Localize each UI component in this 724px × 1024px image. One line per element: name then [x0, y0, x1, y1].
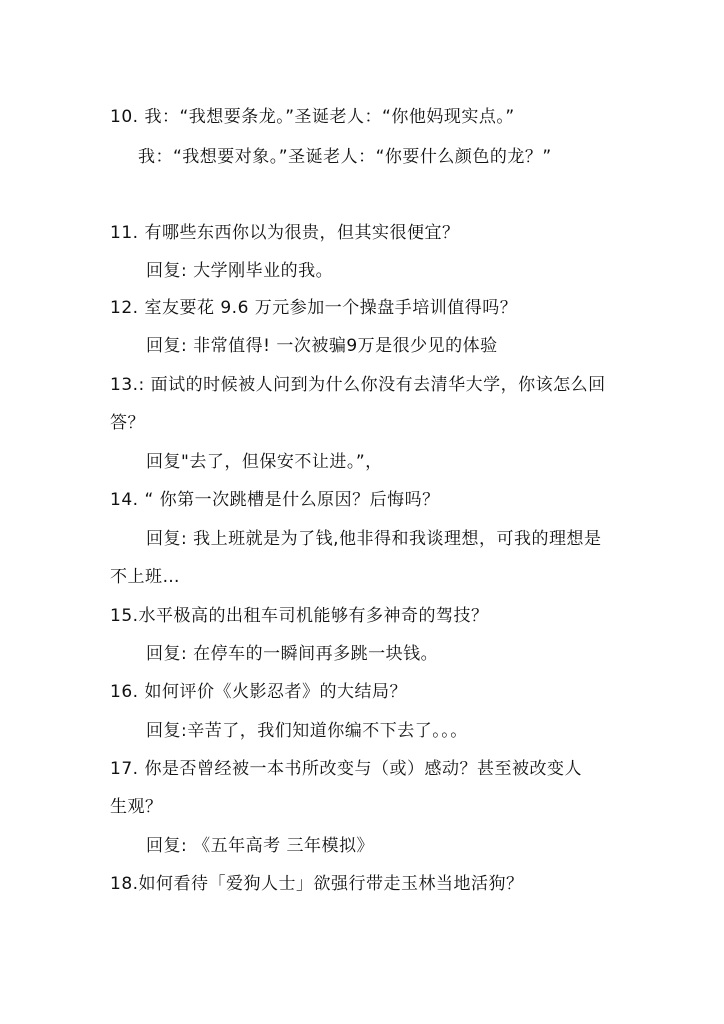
text-line-a14-continued: 不上班… [110, 567, 180, 587]
text-line-q17-continued: 生观？ [110, 797, 163, 817]
text-line-a16: 回复:辛苦了，我们知道你编不下去了。。。 [146, 721, 468, 741]
text-line-q16: 16. 如何评价《火影忍者》的大结局？ [110, 682, 407, 702]
text-line-q10-continued: 我：“我想要对象。”圣诞老人：“你要什么颜色的龙？” [138, 147, 552, 167]
text-line-a11: 回复: 大学刚毕业的我。 [146, 261, 334, 281]
text-line-q15: 15.水平极高的出租车司机能够有多神奇的驾技？ [110, 606, 489, 626]
text-line-a12: 回复: 非常值得! 一次被骗9万是很少见的体验 [146, 336, 498, 356]
text-line-q13: 13.: 面试的时候被人问到为什么你没有去清华大学，你该怎么回 [110, 375, 606, 395]
text-line-a15: 回复: 在停车的一瞬间再多跳一块钱。 [146, 644, 439, 664]
text-line-a13: 回复"去了，但保安不让进。”， [146, 452, 383, 472]
text-line-q18: 18.如何看待「爱狗人士」欲强行带走玉林当地活狗？ [110, 874, 524, 894]
text-line-q11: 11. 有哪些东西你以为很贵，但其实很便宜？ [110, 223, 460, 243]
text-line-q12: 12. 室友要花 9.6 万元参加一个操盘手培训值得吗？ [110, 298, 518, 318]
text-line-a17: 回复: 《五年高考 三年模拟》 [146, 836, 375, 856]
text-line-q17: 17. 你是否曾经被一本书所改变与（或）感动？甚至被改变人 [110, 759, 582, 779]
text-line-q10: 10. 我：“我想要条龙。”圣诞老人：“你他妈现实点。” [110, 107, 515, 127]
text-line-q14: 14. “ 你第一次跳槽是什么原因？后悔吗？ [110, 490, 440, 510]
text-line-a14: 回复: 我上班就是为了钱,他非得和我谈理想，可我的理想是 [146, 529, 602, 549]
text-line-q13-continued: 答？ [110, 413, 145, 433]
